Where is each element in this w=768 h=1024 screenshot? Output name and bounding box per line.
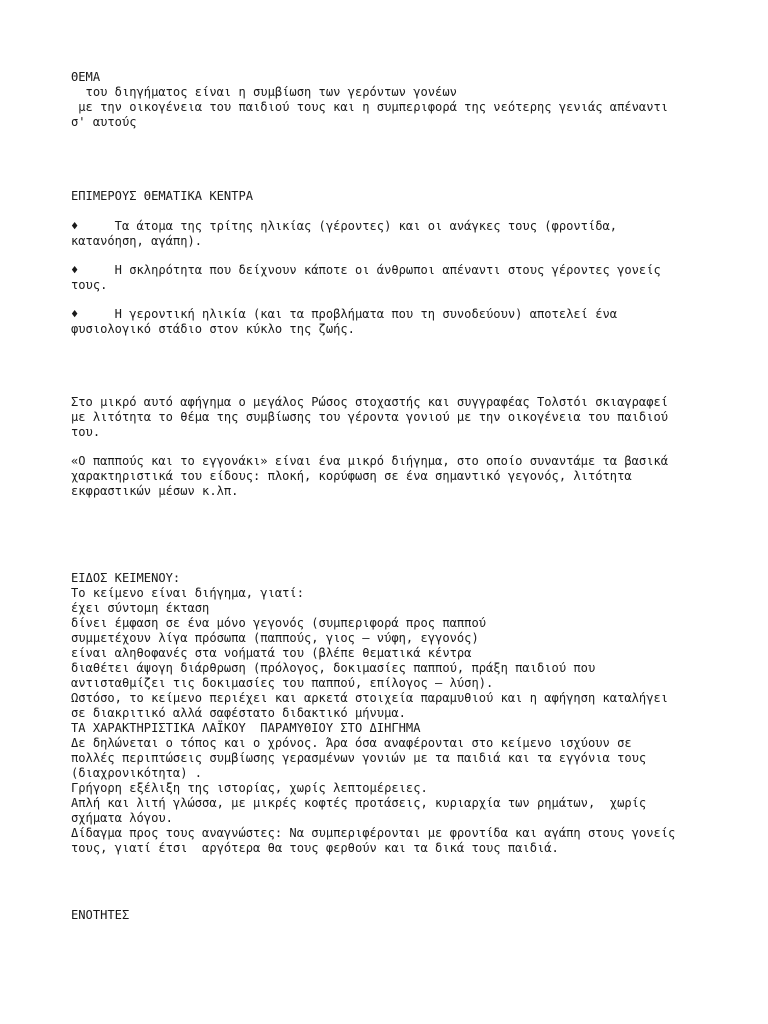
theme-text: του διηγήματος είναι η συμβίωση των γερόντων γονέων με την οικογένεια του παιδιού τους και η συμπεριφορά της νεότερης γενιάς απέναντι σ' αυτούς <box>71 85 669 129</box>
theme-heading: ΘΕΜΑ <box>71 70 101 84</box>
thematic-center-item-1: ♦ Τα άτομα της τρίτης ηλικίας (γέροντες) και οι ανάγκες τους (φροντίδα, κατανόηση, αγάπη). <box>71 219 618 248</box>
intro-paragraph-1: Στο μικρό αυτό αφήγημα ο μεγάλος Ρώσος στοχαστής και συγγραφέας Τολστόι σκιαγραφεί με λιτότητα το θέμα της συμβίωσης του γέροντα γονιού με την οικογένεια του παιδιού του. <box>71 395 669 439</box>
thematic-center-item-2: ♦ Η σκληρότητα που δείχνουν κάποτε οι άνθρωποι απέναντι στους γέροντες γονείς τους. <box>71 263 661 292</box>
thematic-center-item-3: ♦ Η γεροντική ηλικία (και τα προβλήματα που τη συνοδεύουν) αποτελεί ένα φυσιολογικό στάδιο στον κύκλο της ζωής. <box>71 307 618 336</box>
units-heading: ΕΝΟΤΗΤΕΣ <box>71 908 130 922</box>
genre-section: ΕΙΔΟΣ ΚΕΙΜΕΝΟΥ: Το κείμενο είναι διήγημα, γιατί: έχει σύντομη έκταση δίνει έμφαση σε ένα μόνο γεγονός (συμπεριφορά προς παππού συμμετέχουν λίγα πρόσωπα (παππούς, γιος – νύφη, εγγονός) είναι αληθοφανές στα νοήματά του (βλέπε θεματικά κέντρα διαθέτει άψογη διάρθρωση (πρόλογος, δοκιμασίες παππού, πράξη παιδιού που αντισταθμίζει τις δοκιμασίες του παππού, επίλογος – λύση). Ωστόσο, το κείμενο περιέχει και αρκετά στοιχεία παραμυθιού και η αφήγηση καταλήγει σε διακριτικό αλλά σαφέστατο διδακτικό μήνυμα. ΤΑ ΧΑΡΑΚΤΗΡΙΣΤΙΚΑ ΛΑΪΚΟΥ ΠΑΡΑΜΥΘΙΟΥ ΣΤΟ ΔΙΗΓΗΜΑ Δε δηλώνεται ο τόπος και ο χρόνος. Άρα όσα αναφέρονται στο κείμενο ισχύουν σε πολλές περιπτώσεις συμβίωσης γερασμένων γονιών με τα παιδιά και τα εγγόνια τους (διαχρονικότητα) . Γρήγορη εξέλιξη της ιστορίας, χωρίς λεπτομέρειες. Απλή και λιτή γλώσσα, με μικρές κοφτές προτάσεις, κυριαρχία των ρημάτων, χωρίς σχήματα λόγου. Δίδαγμα προς τους αναγνώστες: Να συμπεριφέρονται με φροντίδα και αγάπη στους γονείς τους, γιατί έτσι αργότερα θα τους φερθούν και τα δικά τους παιδιά. <box>71 571 676 855</box>
intro-paragraph-2: «Ο παππούς και το εγγονάκι» είναι ένα μικρό διήγημα, στο οποίο συναντάμε τα βασικά χαρακτηριστικά του είδους: πλοκή, κορύφωση σε ένα σημαντικό γεγονός, λιτότητα εκφραστικών μέσων κ.λπ. <box>71 454 669 498</box>
thematic-centers-heading: ΕΠΙΜΕΡΟΥΣ ΘΕΜΑΤΙΚΑ ΚΕΝΤΡΑ <box>71 189 254 203</box>
